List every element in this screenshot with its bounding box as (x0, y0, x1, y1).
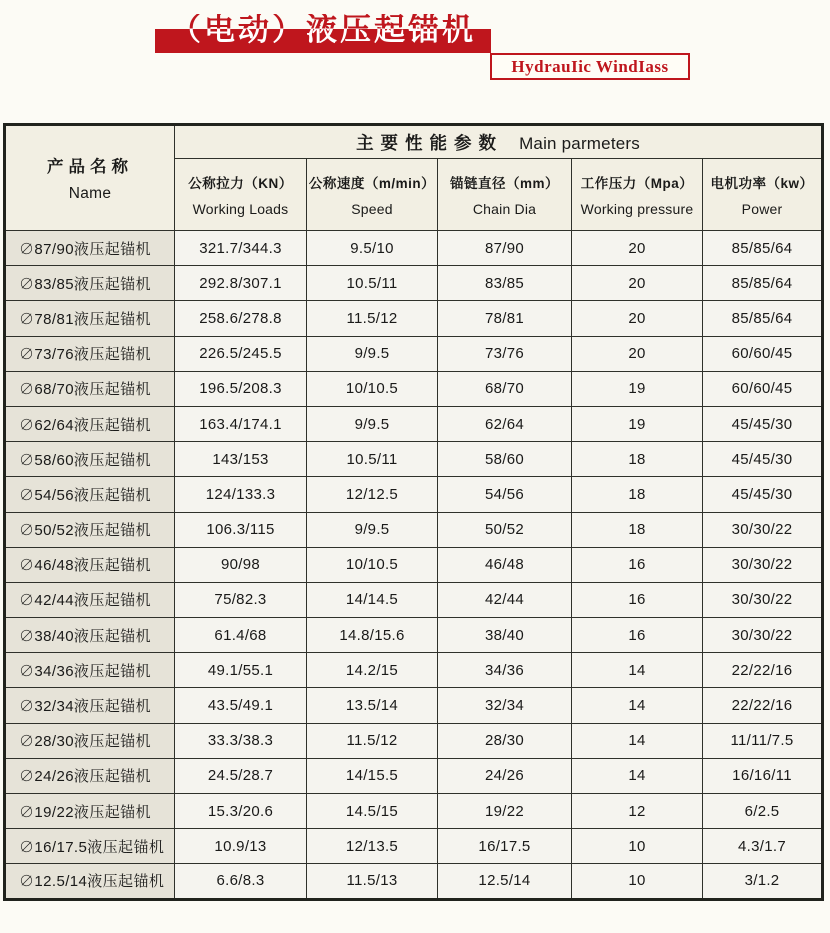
speed-cell: 10/10.5 (307, 371, 438, 406)
chain-dia-cell: 28/30 (438, 723, 572, 758)
speed-cell: 13.5/14 (307, 688, 438, 723)
table-row (5, 723, 823, 758)
working-pressure-header-en: Working pressure (580, 201, 694, 217)
product-name-cell: ∅58/60液压起锚机 (5, 442, 175, 477)
product-name-cell: ∅42/44液压起锚机 (5, 582, 175, 617)
chain-dia-cell: 12.5/14 (438, 864, 572, 899)
working-pressure-header-zh: 工作压力（Mpa） (580, 176, 694, 191)
working-loads-cell: 106.3/115 (175, 512, 307, 547)
power-cell: 85/85/64 (703, 266, 823, 301)
working-pressure-cell: 14 (572, 688, 703, 723)
working-pressure-cell: 20 (572, 231, 703, 266)
chain-dia-cell: 78/81 (438, 301, 572, 336)
table-row (5, 301, 823, 336)
english-title: HydrauIic WindIass (511, 56, 669, 76)
speed-cell: 14/15.5 (307, 758, 438, 793)
product-name-cell: ∅83/85液压起锚机 (5, 266, 175, 301)
power-cell: 22/22/16 (703, 688, 823, 723)
working-loads-header-zh: 公称拉力（KN） (188, 176, 293, 191)
power-header-zh: 电机功率（kw） (710, 176, 814, 191)
product-name-cell: ∅38/40液压起锚机 (5, 618, 175, 653)
speed-cell: 14.8/15.6 (307, 618, 438, 653)
col-header-speed (307, 159, 438, 231)
working-pressure-cell: 16 (572, 618, 703, 653)
product-name-header-zh: 产品名称 (47, 158, 133, 176)
table-row (5, 512, 823, 547)
table-body (5, 231, 823, 900)
chain-dia-cell: 32/34 (438, 688, 572, 723)
working-loads-cell: 196.5/208.3 (175, 371, 307, 406)
power-cell: 45/45/30 (703, 442, 823, 477)
working-loads-cell: 124/133.3 (175, 477, 307, 512)
speed-cell: 9/9.5 (307, 512, 438, 547)
working-loads-cell: 226.5/245.5 (175, 336, 307, 371)
col-header-main-parameters (175, 125, 823, 159)
working-pressure-cell: 19 (572, 406, 703, 441)
working-loads-cell: 24.5/28.7 (175, 758, 307, 793)
page-title: （电动）液压起锚机 (170, 12, 476, 47)
chain-dia-cell: 46/48 (438, 547, 572, 582)
working-loads-header-en: Working Loads (192, 201, 289, 217)
chain-dia-header-en: Chain Dia (472, 201, 537, 217)
product-name-cell: ∅28/30液压起锚机 (5, 723, 175, 758)
power-cell: 30/30/22 (703, 582, 823, 617)
power-cell: 16/16/11 (703, 758, 823, 793)
power-cell: 45/45/30 (703, 477, 823, 512)
working-pressure-cell: 16 (572, 547, 703, 582)
speed-header-en: Speed (351, 201, 393, 217)
chain-dia-cell: 19/22 (438, 794, 572, 829)
working-pressure-cell: 14 (572, 723, 703, 758)
speed-cell: 11.5/13 (307, 864, 438, 899)
speed-cell: 14/14.5 (307, 582, 438, 617)
working-pressure-cell: 14 (572, 758, 703, 793)
table-row (5, 618, 823, 653)
product-name-cell: ∅68/70液压起锚机 (5, 371, 175, 406)
power-cell: 22/22/16 (703, 653, 823, 688)
product-name-cell: ∅46/48液压起锚机 (5, 547, 175, 582)
product-name-cell: ∅54/56液压起锚机 (5, 477, 175, 512)
speed-cell: 12/13.5 (307, 829, 438, 864)
chain-dia-cell: 87/90 (438, 231, 572, 266)
power-cell: 85/85/64 (703, 301, 823, 336)
table-row (5, 758, 823, 793)
chain-dia-cell: 16/17.5 (438, 829, 572, 864)
power-cell: 6/2.5 (703, 794, 823, 829)
working-pressure-cell: 16 (572, 582, 703, 617)
table-row (5, 406, 823, 441)
working-pressure-cell: 19 (572, 371, 703, 406)
working-pressure-cell: 12 (572, 794, 703, 829)
table-row (5, 829, 823, 864)
product-name-cell: ∅12.5/14液压起锚机 (5, 864, 175, 899)
chain-dia-cell: 24/26 (438, 758, 572, 793)
speed-cell: 10.5/11 (307, 266, 438, 301)
main-parameters-header-en: Main parmeters (519, 133, 640, 153)
working-loads-cell: 90/98 (175, 547, 307, 582)
working-loads-cell: 321.7/344.3 (175, 231, 307, 266)
working-loads-cell: 33.3/38.3 (175, 723, 307, 758)
working-loads-cell: 43.5/49.1 (175, 688, 307, 723)
working-loads-cell: 61.4/68 (175, 618, 307, 653)
product-name-cell: ∅50/52液压起锚机 (5, 512, 175, 547)
speed-header-zh: 公称速度（m/min） (308, 176, 436, 191)
col-header-power (703, 159, 823, 231)
chain-dia-cell: 62/64 (438, 406, 572, 441)
table-row (5, 266, 823, 301)
working-pressure-cell: 10 (572, 864, 703, 899)
col-header-chain-dia (438, 159, 572, 231)
power-cell: 3/1.2 (703, 864, 823, 899)
power-cell: 60/60/45 (703, 336, 823, 371)
working-pressure-cell: 14 (572, 653, 703, 688)
working-pressure-cell: 18 (572, 477, 703, 512)
chain-dia-cell: 38/40 (438, 618, 572, 653)
working-loads-cell: 143/153 (175, 442, 307, 477)
chain-dia-header-zh: 锚链直径（mm） (449, 176, 559, 191)
col-header-working-pressure (572, 159, 703, 231)
table-row (5, 371, 823, 406)
product-name-cell: ∅78/81液压起锚机 (5, 301, 175, 336)
col-header-working-loads (175, 159, 307, 231)
main-parameters-header-zh: 主要性能参数 (356, 132, 504, 153)
table-row (5, 442, 823, 477)
working-pressure-cell: 10 (572, 829, 703, 864)
table-row (5, 547, 823, 582)
english-title-box (490, 53, 690, 80)
product-name-cell: ∅24/26液压起锚机 (5, 758, 175, 793)
working-pressure-cell: 20 (572, 301, 703, 336)
working-pressure-cell: 20 (572, 336, 703, 371)
speed-cell: 9.5/10 (307, 231, 438, 266)
chain-dia-cell: 54/56 (438, 477, 572, 512)
product-name-header-en: Name (68, 185, 112, 202)
col-header-product-name (5, 125, 175, 231)
table-row (5, 231, 823, 266)
power-cell: 30/30/22 (703, 618, 823, 653)
speed-cell: 11.5/12 (307, 301, 438, 336)
table-row (5, 582, 823, 617)
speed-cell: 9/9.5 (307, 406, 438, 441)
product-name-cell: ∅62/64液压起锚机 (5, 406, 175, 441)
product-name-cell: ∅16/17.5液压起锚机 (5, 829, 175, 864)
working-loads-cell: 10.9/13 (175, 829, 307, 864)
table-row (5, 653, 823, 688)
chain-dia-cell: 50/52 (438, 512, 572, 547)
working-loads-cell: 49.1/55.1 (175, 653, 307, 688)
power-cell: 4.3/1.7 (703, 829, 823, 864)
working-loads-cell: 292.8/307.1 (175, 266, 307, 301)
speed-cell: 11.5/12 (307, 723, 438, 758)
table-row (5, 688, 823, 723)
product-name-cell: ∅87/90液压起锚机 (5, 231, 175, 266)
working-loads-cell: 15.3/20.6 (175, 794, 307, 829)
product-name-cell: ∅19/22液压起锚机 (5, 794, 175, 829)
product-name-cell: ∅34/36液压起锚机 (5, 653, 175, 688)
power-header-en: Power (741, 201, 783, 217)
table-row (5, 864, 823, 899)
power-cell: 11/11/7.5 (703, 723, 823, 758)
chain-dia-cell: 58/60 (438, 442, 572, 477)
working-loads-cell: 258.6/278.8 (175, 301, 307, 336)
table-row (5, 477, 823, 512)
speed-cell: 9/9.5 (307, 336, 438, 371)
chain-dia-cell: 42/44 (438, 582, 572, 617)
working-loads-cell: 75/82.3 (175, 582, 307, 617)
chain-dia-cell: 34/36 (438, 653, 572, 688)
working-loads-cell: 163.4/174.1 (175, 406, 307, 441)
chain-dia-cell: 68/70 (438, 371, 572, 406)
working-pressure-cell: 20 (572, 266, 703, 301)
product-name-cell: ∅73/76液压起锚机 (5, 336, 175, 371)
speed-cell: 14.5/15 (307, 794, 438, 829)
power-cell: 30/30/22 (703, 547, 823, 582)
speed-cell: 14.2/15 (307, 653, 438, 688)
chain-dia-cell: 73/76 (438, 336, 572, 371)
chain-dia-cell: 83/85 (438, 266, 572, 301)
working-loads-cell: 6.6/8.3 (175, 864, 307, 899)
power-cell: 85/85/64 (703, 231, 823, 266)
spec-table (3, 123, 824, 901)
speed-cell: 10.5/11 (307, 442, 438, 477)
power-cell: 30/30/22 (703, 512, 823, 547)
speed-cell: 12/12.5 (307, 477, 438, 512)
power-cell: 45/45/30 (703, 406, 823, 441)
power-cell: 60/60/45 (703, 371, 823, 406)
table-row (5, 336, 823, 371)
product-name-cell: ∅32/34液压起锚机 (5, 688, 175, 723)
table-row (5, 794, 823, 829)
working-pressure-cell: 18 (572, 512, 703, 547)
working-pressure-cell: 18 (572, 442, 703, 477)
speed-cell: 10/10.5 (307, 547, 438, 582)
